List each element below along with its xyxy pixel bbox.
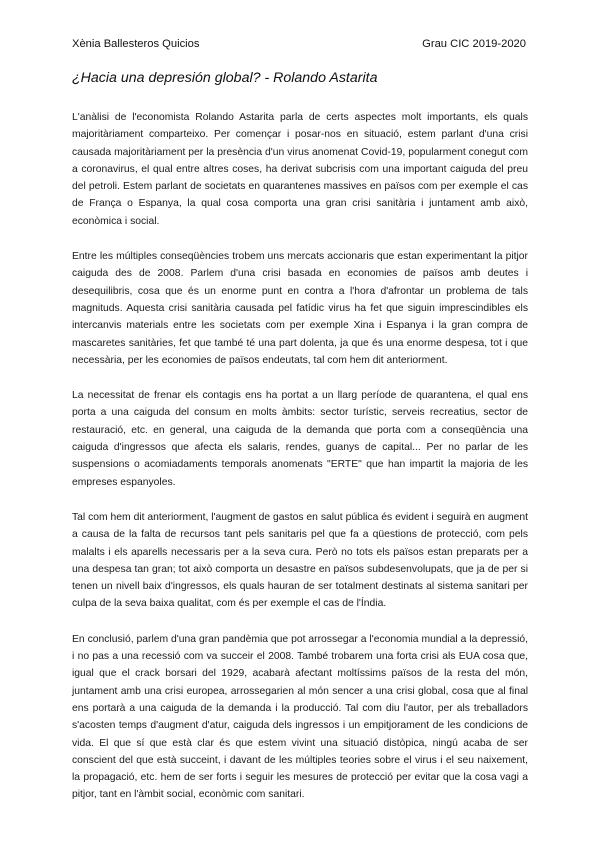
- header-author: Xènia Ballesteros Quicios: [72, 38, 200, 50]
- paragraph-1: L'anàlisi de l'economista Rolando Astarita parla de certs aspectes molt importants, els quals majoritàriament comparteixo. Per començar i posar-nos en situació, estem parlant d'una crisi causada majoritàriament per la presència d'un virus anomenat Covid-19, popularment conegut com a coronavirus, el qual entre altres coses, ha derivat subcrisis com una important caiguda del preu del petroli. Estem parlant de societats en quarantenes massives en països com per exemple el cas de França o Espanya, la qual cosa comporta una gran crisi sanitària i juntament amb això, econòmica i social.: [72, 112, 528, 227]
- document-body: [72, 109, 528, 822]
- paragraph-2: Entre les múltiples conseqüències trobem uns mercats accionaris que estan experimentant la pitjor caiguda des de 2008. Parlem d'una crisi basada en economies de països amb deutes i desequilibris, cosa que és un enorme punt en contra a l'hora d'afrontar un problema de tals magnituds. Aquesta crisi sanitària causada pel fatídic virus ha fet que siguin imprescindibles els intercanvis materials entre les societats com per exemple Xina i Espanya i la gran compra de mascaretes sanitàries, fet que també té una part dolenta, ja que és una enorme despesa, tot i que necessària, per les economies de països endeutats, tal com hem dit anteriorment.: [72, 251, 528, 366]
- paragraph-4: Tal com hem dit anteriorment, l'augment de gastos en salut pública és evident i seguirà en augment a causa de la falta de recursos tant pels sanitaris pel que fa a qüestions de protecció, com pels malalts i els aparells necessaris per a la seva cura. Però no tots els països estan preparats per a una despesa tan gran; tot això comporta un desastre en països subdesenvolupats, que ja de per si tenen un nivell baix d'ingressos, els quals hauran de ser totalment destinats al sistema sanitari per culpa de la seva baixa qualitat, com és per exemple el cas de l'Índia.: [72, 511, 528, 610]
- paragraph-3: La necessitat de frenar els contagis ens ha portat a un llarg període de quarantena, el qual ens porta a una caiguda del consum en molts àmbits: sector turístic, serveis recreatius, sector de restauració, etc. en general, una caiguda de la demanda que porta com a conseqüència una caiguda d'ingressos que afecta els salaris, rendes, guanys de capital... Per no parlar de les suspensions o acomiadaments temporals anomenats "ERTE" que han impartit la majoria de les empreses espanyoles.: [72, 390, 528, 488]
- document-title: ¿Hacia una depresión global? - Rolando Astarita: [72, 70, 378, 86]
- paragraph-5: En conclusió, parlem d'una gran pandèmia que pot arrossegar a l'economia mundial a la depressió, i no pas a una recessió com va succeir el 2008. També trobarem una forta crisi als EUA cosa que, igual que el crack borsari del 1929, acabarà afectant moltíssims països de la resta del món, juntament amb una crisi europea, arrossegarien al món sencer a una crisi global, cosa que al final ens portarà a una caiguda de la demanda i la producció. Tal com diu l'autor, per als treballadors s'acosten temps d'augment d'atur, caiguda dels ingressos i un empitjorament de les condicions de vida. El que sí que està clar és que estem vivint una situació distòpica, ningú acaba de ser conscient del que està succeint, i davant de les múltiples teories sobre el virus i el seu naixement, la propagació, etc. hem de ser forts i seguir les mesures de protecció per evitar que la cosa vagi a pitjor, tant en l'àmbit social, econòmic com sanitari.: [72, 633, 528, 801]
- header-course: Grau CIC 2019-2020: [422, 38, 526, 50]
